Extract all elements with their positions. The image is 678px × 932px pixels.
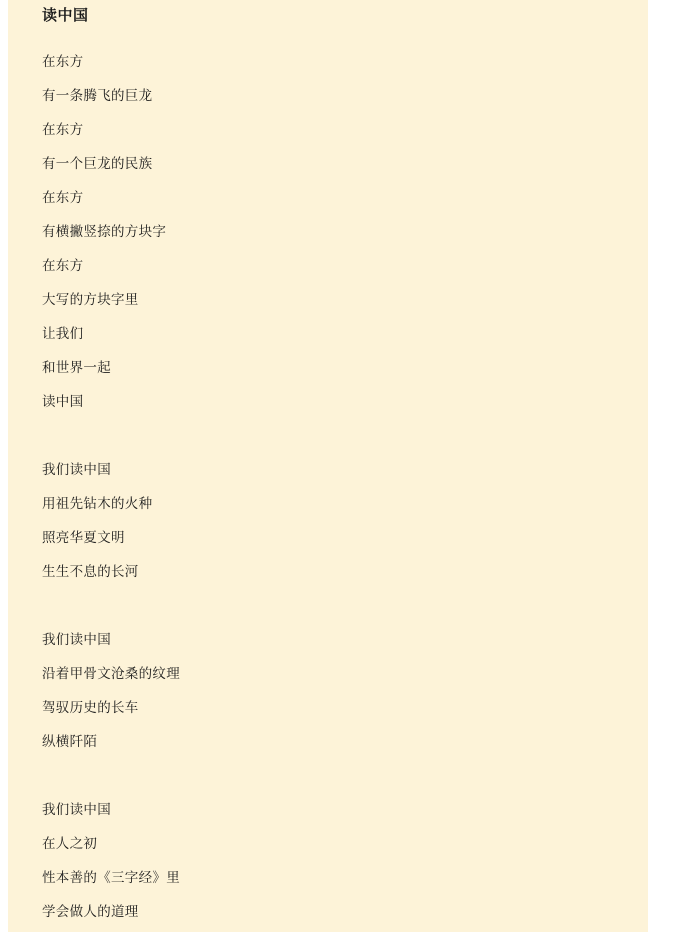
poem-line: 让我们 [42,326,84,342]
page-right-margin [648,0,678,932]
stanza-1 [42,45,648,419]
stanza-4 [42,793,648,929]
poem-sheet [8,0,648,932]
poem-line: 性本善的《三字经》里 [42,870,180,886]
poem-line: 在东方 [42,54,84,70]
poem-line: 纵横阡陌 [42,734,98,750]
poem-line: 照亮华夏文明 [42,530,125,546]
poem-line: 沿着甲骨文沧桑的纹理 [42,666,180,682]
poem-line: 在东方 [42,258,84,274]
page-title: 读中国 [42,6,89,24]
stanza-2 [42,453,648,589]
poem-line: 和世界一起 [42,360,111,376]
poem-line: 我们读中国 [42,802,111,818]
poem-line: 我们读中国 [42,462,111,478]
poem-line: 在东方 [42,122,84,138]
stanza-3 [42,623,648,759]
poem-line: 大写的方块字里 [42,292,139,308]
poem-line: 驾驭历史的长车 [42,700,139,716]
poem-line: 读中国 [42,394,84,410]
poem-line: 有横撇竖捺的方块字 [42,224,167,240]
poem-line: 在人之初 [42,836,98,852]
poem-line: 用祖先钻木的火种 [42,496,153,512]
poem-line: 有一个巨龙的民族 [42,156,153,172]
poem-line: 有一条腾飞的巨龙 [42,88,153,104]
poem-line: 学会做人的道理 [42,904,139,920]
poem-line: 我们读中国 [42,632,111,648]
poem-line: 在东方 [42,190,84,206]
poem-line: 生生不息的长河 [42,564,139,580]
